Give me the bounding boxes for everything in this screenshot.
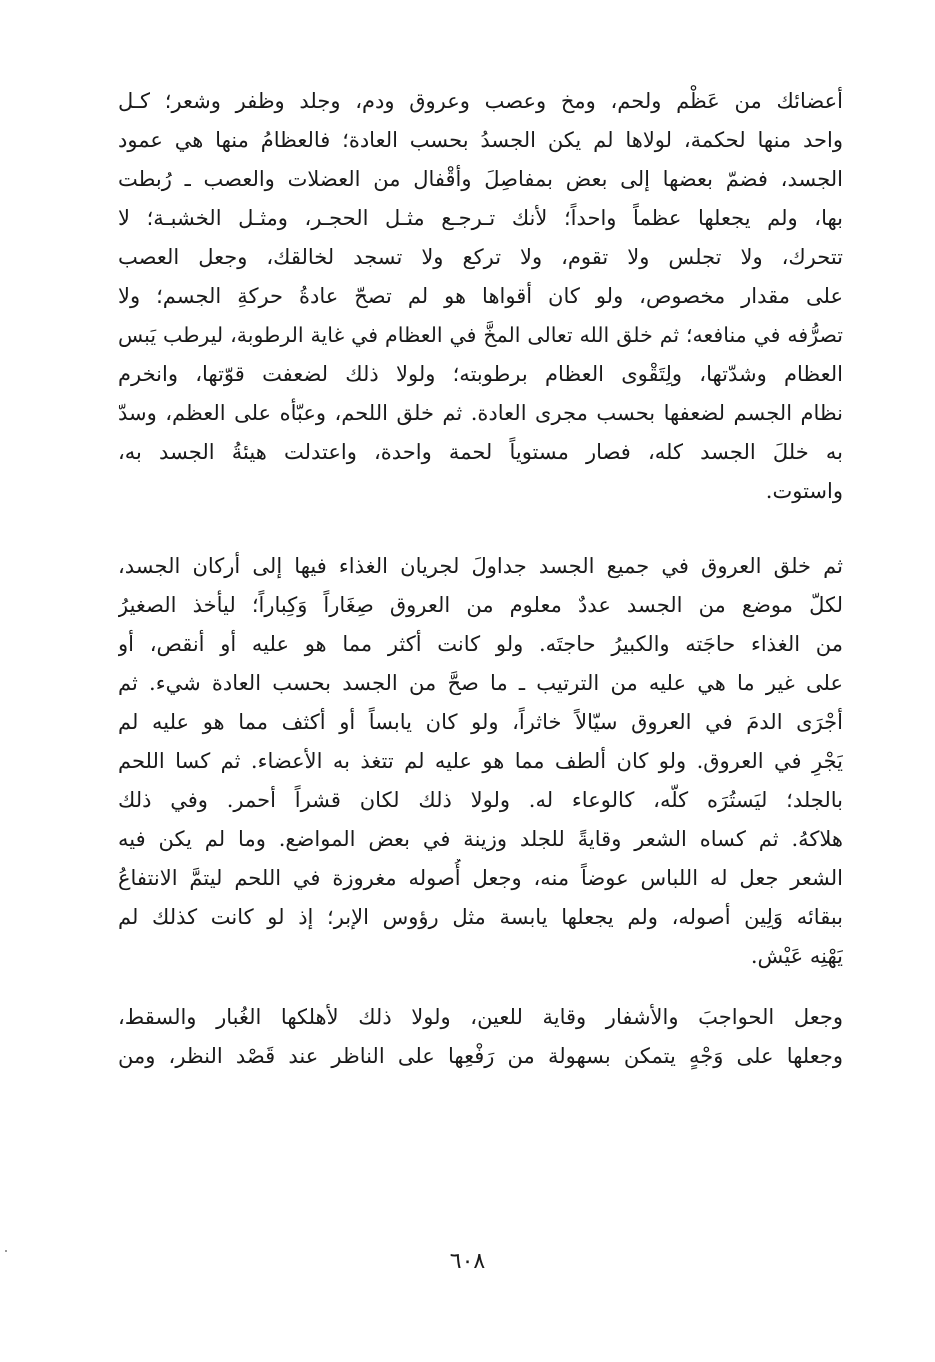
text-line: بها، ولم يجعلها عظماً واحداً؛ لأنك تـرجـع مثـل الحجـر، ومثـل الخشبـة؛ لا: [118, 206, 843, 230]
text-line: تتحرك، ولا تجلس ولا تقوم، ولا تركع ولا تسجد لخالقك، وجعل العصب: [118, 245, 843, 269]
text-line: واستوت.: [765, 479, 843, 503]
paragraph-2: [118, 547, 843, 976]
text-line: من الغذاء حاجَته والكبيرُ حاجتَه. ولو كانت أكثر مما هو عليه أو أنقص، أو: [118, 632, 843, 656]
text-line: ثم خلق العروق في جميع الجسد جداولَ لجريان الغذاء فيها إلى أركان الجسد،: [118, 554, 843, 578]
text-line: الجسد، فضمّ بعضها إلى بعض بمفاصِلَ وأقْفال من العضلات والعصب ـ رُبطت: [118, 167, 843, 191]
text-line: على غير ما هي عليه من الترتيب ـ ما صحَّ من الجسد بحسب العادة شيء. ثم: [118, 671, 843, 695]
text-line: الشعر جعل له اللباس عوضاً منه، وجعل أُصوله مغروزة في اللحم ليتمَّ الانتفاعُ: [118, 866, 843, 890]
text-line: أجْرَى الدمَ في العروق سيّالاً خاثراً، ولو كان يابساً أو أكثف مما هو عليه لم: [118, 710, 843, 734]
text-line: هلاكهُ. ثم كساه الشعر وقايةً للجلد وزينة في بعض المواضع. وما لم يكن فيه: [118, 827, 843, 851]
page-number: ٦٠٨: [449, 1249, 486, 1274]
text-line: تصرُّفه في منافعه؛ ثم خلق الله تعالى المخَّ في العظام في غاية الرطوبة، ليرطب يَبس: [118, 323, 843, 347]
text-line: يَجْرِ في العروق. ولو كان ألطف مما هو عليه لم تتغذ به الأعضاء. ثم كسا اللحم: [118, 749, 843, 773]
paragraph-spacer: [118, 511, 843, 547]
text-line: وجعل الحواجبَ والأشفار وقاية للعين، ولولا ذلك لأهلكها الغُبار والسقط،: [118, 1005, 843, 1029]
text-line: وجعلها على وَجْهٍ يتمكن بسهولة من رَفْعِها على الناظر عند قَصْد النظر، ومن: [118, 1044, 843, 1068]
text-line: لكلّ موضع من الجسد عددٌ معلوم من العروق صِغَاراً وَكِباراً؛ ليأخذ الصغيرُ: [118, 593, 843, 617]
paragraph-1: [118, 82, 843, 511]
text-line: يَهْنِه عَيْش.: [750, 944, 843, 968]
text-line: به خللَ الجسد كله، فصار مستوياً لحمة واحدة، واعتدلت هيئةُ الجسد به،: [118, 440, 843, 464]
text-line: العظام وشدّتها، ولِتَقْوى العظام برطوبته؛ ولولا ذلك لضعفت قوّتها، وانخرم: [118, 362, 843, 386]
text-line: أعضائك من عَظْم ولحم، ومخ وعصب وعروق ودم، وجلد وظفر وشعر؛ كـل: [118, 89, 843, 113]
text-line: ببقائه وَلِين أصوله، ولم يجعلها يابسة مثل رؤوس الإبر؛ إذ لو كانت كذلك لم: [118, 905, 843, 929]
text-line: بالجلد؛ ليَستُرَه كلّه، كالوعاء له. ولولا ذلك لكان قشراً أحمر. وفي ذلك: [118, 788, 843, 812]
paragraph-3: [118, 998, 843, 1076]
paragraph-spacer: [118, 976, 843, 998]
text-line: نظام الجسم لضعفها بحسب مجرى العادة. ثم خلق اللحم، وعبّأه على العظم، وسدّ: [118, 401, 843, 425]
text-line: واحد منها لحكمة، لولاها لم يكن الجسدُ بحسب العادة؛ فالعظامُ منها هي عمود: [118, 128, 843, 152]
page-body: [118, 82, 843, 1076]
text-line: على مقدار مخصوص، ولو كان أقواها هو لم تصحّ عادةُ حركةِ الجسم؛ ولا: [118, 284, 843, 308]
margin-speck: [5, 1250, 7, 1252]
